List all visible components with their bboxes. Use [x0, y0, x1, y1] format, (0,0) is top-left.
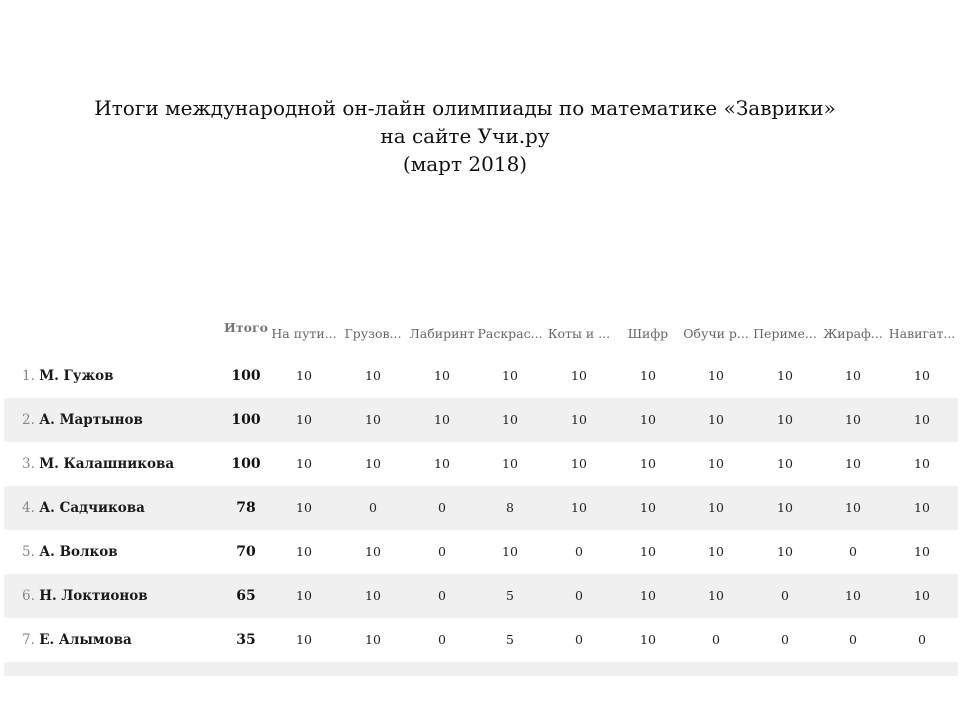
task-score: 10	[914, 500, 930, 515]
task-score: 10	[708, 456, 724, 471]
task-score: 10	[640, 500, 656, 515]
task-score: 10	[708, 368, 724, 383]
total-score: 35	[236, 632, 256, 648]
participant-label[interactable]: Н. Локтионов	[39, 588, 148, 604]
column-header[interactable]: Шифр	[627, 326, 669, 341]
rank-number: 5.	[22, 544, 35, 560]
task-score: 5	[506, 632, 514, 647]
task-score: 10	[914, 368, 930, 383]
column-header[interactable]: Раскрас...	[477, 326, 543, 341]
task-score: 10	[434, 412, 450, 427]
task-score: 10	[571, 412, 587, 427]
task-score: 10	[365, 632, 381, 647]
task-score: 0	[849, 632, 857, 647]
column-header[interactable]: Обучи р...	[683, 326, 749, 341]
participant-name	[22, 530, 118, 574]
column-header-total[interactable]: Итого	[224, 320, 268, 335]
task-score: 8	[506, 500, 514, 515]
task-score: 10	[571, 500, 587, 515]
participant-name	[22, 486, 145, 530]
task-score: 10	[640, 588, 656, 603]
participant-label[interactable]: Е. Алымова	[39, 632, 132, 648]
task-score: 10	[365, 588, 381, 603]
task-score: 10	[296, 368, 312, 383]
total-score: 65	[236, 588, 256, 604]
table-body	[4, 354, 958, 662]
task-score: 10	[914, 412, 930, 427]
task-score: 10	[434, 456, 450, 471]
total-score: 100	[231, 368, 261, 384]
table-row	[4, 618, 958, 662]
task-score: 10	[296, 632, 312, 647]
task-score: 0	[369, 500, 377, 515]
task-score: 10	[502, 544, 518, 559]
task-score: 10	[296, 412, 312, 427]
column-header[interactable]: Грузов...	[344, 326, 402, 341]
participant-label[interactable]: А. Мартынов	[39, 412, 143, 428]
participant-name	[22, 442, 174, 486]
task-score: 10	[845, 500, 861, 515]
task-score: 0	[781, 632, 789, 647]
participant-name	[22, 618, 132, 662]
task-score: 0	[438, 632, 446, 647]
total-score: 78	[236, 500, 256, 516]
table-row	[4, 442, 958, 486]
total-score: 100	[231, 412, 261, 428]
total-score: 100	[231, 456, 261, 472]
column-header[interactable]: Коты и ...	[547, 326, 611, 341]
task-score: 10	[296, 544, 312, 559]
column-header[interactable]: Навигат...	[888, 326, 956, 341]
rank-number: 4.	[22, 500, 35, 516]
task-score: 0	[781, 588, 789, 603]
task-score: 10	[434, 368, 450, 383]
task-score: 10	[502, 412, 518, 427]
column-header[interactable]: Периме...	[753, 326, 817, 341]
table-row	[4, 574, 958, 618]
task-score: 10	[845, 368, 861, 383]
participant-name	[22, 354, 114, 398]
task-score: 0	[575, 588, 583, 603]
task-score: 10	[777, 412, 793, 427]
table-footer-band	[4, 662, 958, 676]
task-score: 10	[640, 544, 656, 559]
task-score: 10	[708, 412, 724, 427]
title-line-2: на сайте Учи.ру	[380, 124, 550, 148]
task-score: 10	[777, 456, 793, 471]
rank-number: 6.	[22, 588, 35, 604]
task-score: 10	[640, 632, 656, 647]
table-row	[4, 398, 958, 442]
task-score: 10	[502, 456, 518, 471]
table-header	[4, 308, 958, 354]
task-score: 10	[640, 412, 656, 427]
page-title	[0, 94, 930, 178]
task-score: 10	[640, 368, 656, 383]
task-score: 10	[571, 368, 587, 383]
task-score: 0	[575, 544, 583, 559]
results-table	[4, 308, 958, 676]
task-score: 10	[845, 456, 861, 471]
task-score: 10	[708, 588, 724, 603]
task-score: 10	[914, 456, 930, 471]
task-score: 10	[777, 368, 793, 383]
task-score: 10	[777, 500, 793, 515]
task-score: 10	[365, 544, 381, 559]
rank-number: 3.	[22, 456, 35, 472]
task-score: 0	[438, 544, 446, 559]
task-score: 0	[438, 588, 446, 603]
task-score: 10	[502, 368, 518, 383]
task-score: 10	[845, 588, 861, 603]
task-score: 10	[365, 368, 381, 383]
participant-label[interactable]: М. Гужов	[39, 368, 114, 384]
participant-name	[22, 574, 148, 618]
table-row	[4, 530, 958, 574]
task-score: 10	[296, 500, 312, 515]
rank-number: 2.	[22, 412, 35, 428]
column-header[interactable]: Лабиринт	[409, 326, 475, 341]
task-score: 10	[296, 456, 312, 471]
task-score: 10	[708, 544, 724, 559]
title-line-1: Итоги международной он-лайн олимпиады по математике «Заврики»	[94, 96, 836, 120]
task-score: 0	[918, 632, 926, 647]
task-score: 0	[438, 500, 446, 515]
task-score: 10	[365, 412, 381, 427]
task-score: 5	[506, 588, 514, 603]
task-score: 10	[845, 412, 861, 427]
title-line-3: (март 2018)	[402, 152, 528, 176]
task-score: 10	[708, 500, 724, 515]
rank-number: 1.	[22, 368, 35, 384]
total-score: 70	[236, 544, 256, 560]
task-score: 0	[712, 632, 720, 647]
column-header[interactable]: На пути...	[271, 326, 337, 341]
rank-number: 7.	[22, 632, 35, 648]
column-header[interactable]: Жираф...	[823, 326, 883, 341]
participant-label[interactable]: А. Волков	[39, 544, 118, 560]
participant-name	[22, 398, 143, 442]
participant-label[interactable]: М. Калашникова	[39, 456, 175, 472]
task-score: 10	[777, 544, 793, 559]
task-score: 10	[640, 456, 656, 471]
task-score: 10	[914, 544, 930, 559]
table-row	[4, 354, 958, 398]
table-row	[4, 486, 958, 530]
task-score: 10	[365, 456, 381, 471]
task-score: 0	[849, 544, 857, 559]
task-score: 10	[571, 456, 587, 471]
task-score: 10	[914, 588, 930, 603]
task-score: 10	[296, 588, 312, 603]
participant-label[interactable]: А. Садчикова	[39, 500, 145, 516]
task-score: 0	[575, 632, 583, 647]
